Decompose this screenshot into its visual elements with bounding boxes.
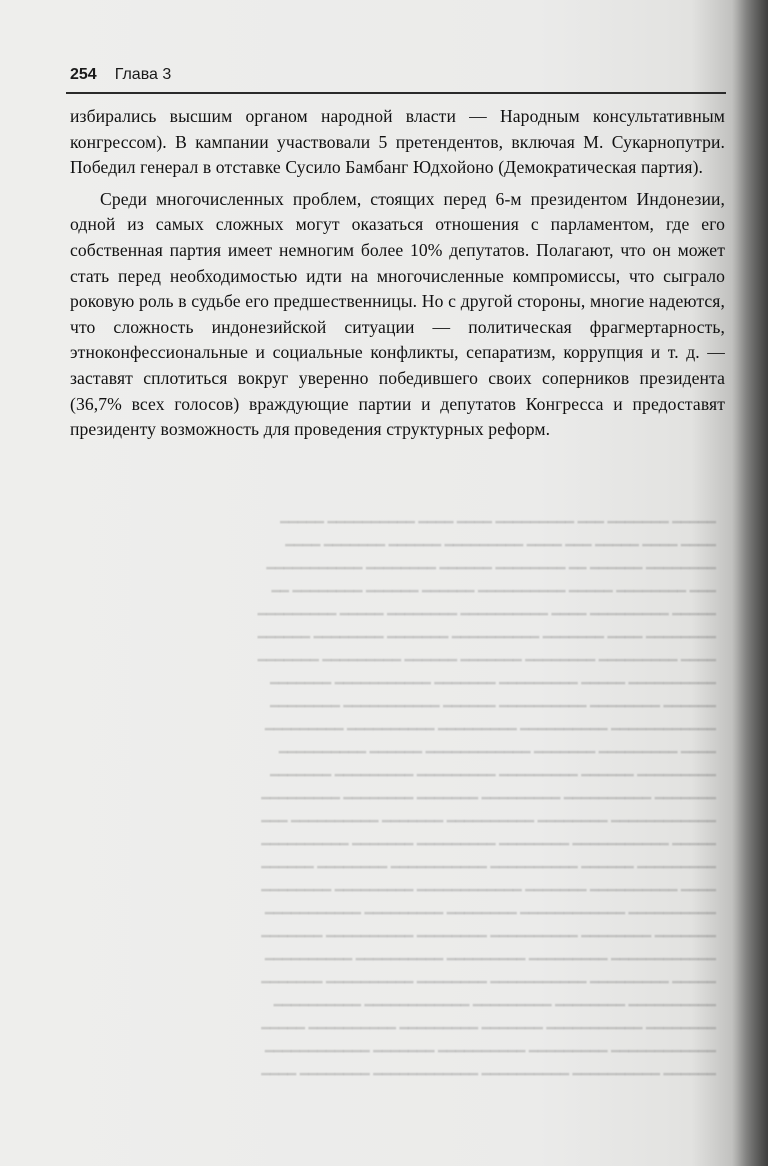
paragraph-continued: избирались высшим органом народной власти — Народным консультативным конгрессом). В кампании участвовали 5 претендентов, включая М. Сукарнопутри. Победил генерал в отставке Сусило Бамбанг Юдхойоно (Демократическая партия). bbox=[70, 106, 725, 178]
paragraph: Среди многочисленных проблем, стоящих перед 6-м президентом Индонезии, одной из самых сложных могут оказаться отношения с парламентом, где его собственная партия имеет немногим более 10% депутатов. Полагают, что он может стать перед необходимостью идти на многочисленные компромиссы, что сыграло роковую роль в судьбе его предшественницы. Но с другой стороны, многие надеются, что сложность индонезийской ситуации — политическая фрагмертарность, этноконфессиональные и социальные конфликты, сепаратизм, коррупция и т. д. — заставят сплотиться вокруг уверенно победившего своих соперников президента (36,7% всех голосов) враждующие партии и депутатов Конгресса и предоставят президенту возможность для проведения структурных реформ. bbox=[70, 188, 725, 440]
running-head bbox=[70, 66, 720, 90]
spine-shadow bbox=[732, 0, 768, 1166]
show-through-text: ━━━━━ ━━━━━━━ ━━━ ━━━━━━━━━ ━━━━ ━━━━ ━━━━━━━━━━ ━━━━━ ━━━━ ━━━━ ━━━━━ ━━━ ━━━━ ━━━━━━━━━ ━━━━━━ ━━━━━━━ ━━━━ ━━━━━━━━ ━━━━━━ ━━ ━━━━━━━━ ━━━━━━ ━━━━━━━━ ━━━━━━━━━━━ ━━━ ━━━━━━━━ ━━━━━ ━━━━━━━━━━ ━━━━━━ ━━━━━━ ━━━━━━━━ ━━ ━━━━━ ━━━━━━━━━ ━━━━ ━━━━━━━━━━ ━━━━━━━━ ━━━━━ ━━━━━━━━━ ━━━━━━━━ ━━━━ ━━━━━━━ ━━━━━━━━━━ ━━━━━━━ ━━━━━━━━ ━━━━━━ ━━━━ ━━━━━━━━━ ━━━━━━━━ ━━━━━━━ ━━━━━━ ━━━━━━━━━ ━━━━━━━ ━━━━━━━━━━ ━━━━━ ━━━━━━━━━ ━━━━━━━ ━━━━━━━━━━━ ━━━━━━━ ━━━━━━ ━━━━━━━━ ━━━━━━━━━━ ━━━━━━ ━━━━━━━━━━━ ━━━━━━━━ ━━━━━━━━━━━━ ━━━━━━━━━━ ━━━━━━━━━ ━━━━━━━━━━ ━━━━━━━━━ ━━━━ ━━━━━━━━━ ━━━━━━━ ━━━━━━━━━━━━ ━━━━━━ ━━━━━━━━━━ ━━━━━━━━━ ━━━━━━ ━━━━━━━━━ ━━━━━━━━━ ━━━━━━━━━ ━━━━━━━ ━━━━━━━ ━━━━━━━━━━ ━━━━━━━━━ ━━━━━━━ ━━━━━━━━ ━━━━━━━━━ ━━━━━━━━━━━━ ━━━━━━━━ ━━━━━━━━━━ ━━━━━━━ ━━━━━━━━━━ ━━━ ━━━━━ ━━━━━━━━━━━ ━━━━━━━━ ━━━━━━━━━ ━━━━━━━ ━━━━━━━━━━ ━━━━━━━━━ ━━━━━━ ━━━━━━━━━━ ━━━━━━━━━━━ ━━━━━━━━ ━━━━━━ ━━━━ ━━━━━━━━━━ ━━━━━━━ ━━━━━━━━━━━━ ━━━━━━━━━ ━━━━━━━━ ━━━━━━━━━━ ━━━━━━━━━━━━ ━━━━━━━━ ━━━━━━━━━ ━━━━━━━━━━━ ━━━━━━━ ━━━━━━━━ ━━━━━━━━━━ ━━━━━━━━ ━━━━━━━━━━ ━━━━━━━ ━━━━━━━━━━━━ ━━━━━━━━━ ━━━━━━━━━ ━━━━━━━━━━ ━━━━━━━━━━ ━━━━━ ━━━━━━━━━ ━━━━━━━━━━━ ━━━━━━━━ ━━━━━━━━━━ ━━━━━━━ ━━━━━━━━━━ ━━━━━━━━ ━━━━━━━━━ ━━━━━━━━━━━━ ━━━━━━━━━━ ━━━━━━━━ ━━━━━━━━━━━ ━━━━━━━ ━━━━━━━━━ ━━━━━━━━━━ ━━━━━ ━━━━━━━━━━━━ ━━━━━━━━━ ━━━━━━━━━━ ━━━━━━━ ━━━━━━━━━━━━ ━━━━━━ ━━━━━━━━━━ ━━━━━━━━━━ ━━━━━━━━━━━━ ━━━━━━━━ ━━━━ bbox=[257, 515, 716, 1083]
chapter-title: Глава 3 bbox=[114, 66, 172, 83]
body-text bbox=[70, 104, 725, 443]
page-number: 254 bbox=[70, 66, 97, 83]
header-rule bbox=[66, 92, 726, 94]
